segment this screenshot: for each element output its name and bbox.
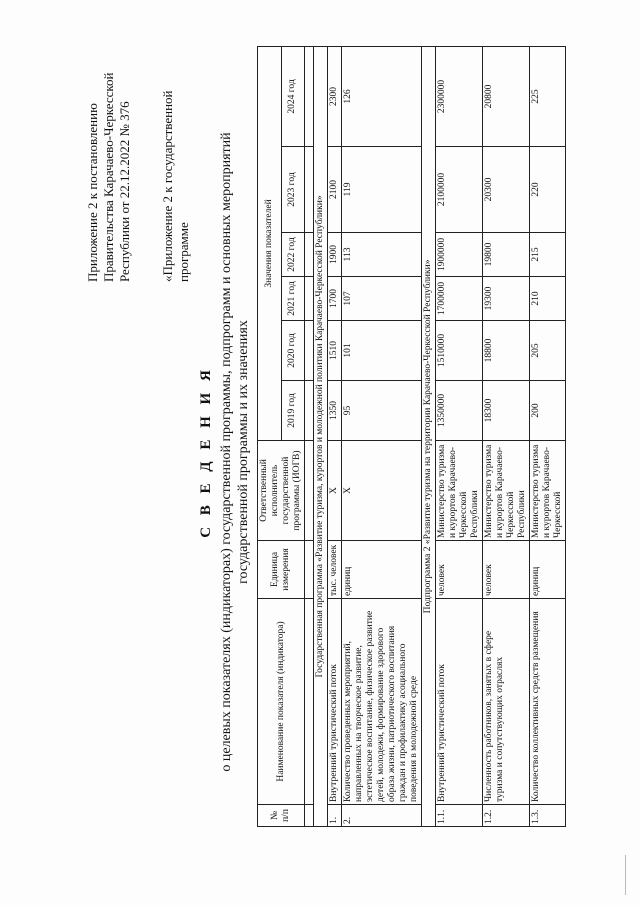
- header-year: 2024 год: [281, 46, 305, 146]
- cell-value: 20300: [483, 147, 530, 233]
- indicators-table: [257, 46, 566, 827]
- cell-unit: единиц: [342, 541, 422, 599]
- cell-value: 119: [342, 147, 422, 233]
- cell-exec: Министерство туризма и курортов Карачаево-Черкесской: [530, 441, 566, 541]
- section-row: [314, 46, 328, 826]
- cell-num: 1.: [328, 805, 342, 827]
- header-year: 2022 год: [281, 233, 305, 277]
- cell-value: 18800: [483, 321, 530, 381]
- header-exec: Ответственный исполнитель государственной программы (ИОГВ): [258, 441, 305, 541]
- header-year: 2021 год: [281, 277, 305, 321]
- cell-value: 19300: [483, 277, 530, 321]
- cell-value: 1700000: [436, 277, 483, 321]
- cell-unit: человек: [483, 541, 530, 599]
- cell-name: Количество коллективных средств размещения: [530, 599, 566, 805]
- cell-name: Внутренний туристический поток: [328, 599, 342, 805]
- cell-value: 215: [530, 233, 566, 277]
- appendix-header: [85, 37, 133, 282]
- table-row: [342, 46, 422, 826]
- cell-value: 1510: [328, 321, 342, 381]
- cell-value: 107: [342, 277, 422, 321]
- cell-name: Количество проведенных мероприятий, направленных на творческое развитие, эстетическое воспитание, физическое развитие детей, молодежи, формирование здорового образа жизни, патриотического воспитания граждан и профилактику асоциального поведения в молодежной среде: [342, 599, 422, 805]
- document-subtitle: о целевых показателях (индикаторах) государственной программы, подпрограмм и основных мероприятий государственной программы и их значениях: [219, 132, 251, 772]
- cell-value: 2300000: [436, 46, 483, 146]
- spacer-row: [305, 46, 314, 826]
- cell-exec: Министерство туризма и курортов Карачаево-Черкесской Республики: [436, 441, 483, 541]
- header-name: Наименование показателя (индикатора): [258, 599, 305, 805]
- cell-exec: Х: [342, 441, 422, 541]
- header-unit: Единица измерения: [258, 541, 305, 599]
- header-num: № п/п: [258, 805, 305, 827]
- cell-exec: Министерство туризма и курортов Карачаево-Черкесской Республики: [483, 441, 530, 541]
- header-year: 2020 год: [281, 321, 305, 381]
- section-row: [422, 46, 436, 826]
- cell-num: 1.3.: [530, 805, 566, 827]
- cell-value: 225: [530, 46, 566, 146]
- document-title: С В Е Д Е Н И Я: [198, 366, 214, 538]
- cell-value: 95: [342, 381, 422, 441]
- cell-value: 1700: [328, 277, 342, 321]
- cell-name: Внутренний туристический поток: [436, 599, 483, 805]
- table-row: [530, 46, 566, 826]
- table-row: [328, 46, 342, 826]
- appendix-subheader: [160, 37, 192, 282]
- header-year: 2019 год: [281, 381, 305, 441]
- cell-value: 113: [342, 233, 422, 277]
- appendix-subline: программе: [176, 222, 191, 282]
- cell-value: 18300: [483, 381, 530, 441]
- cell-unit: человек: [436, 541, 483, 599]
- appendix-line: Республики от 22.12.2022 № 376: [117, 101, 132, 282]
- scan-edge-mark: [625, 855, 626, 895]
- section-title: Подпрограмма 2 «Развитие туризма на территории Карачаево-Черкесской Республики»: [422, 46, 436, 826]
- cell-value: 1510000: [436, 321, 483, 381]
- cell-value: 200: [530, 381, 566, 441]
- cell-value: 2300: [328, 46, 342, 146]
- cell-value: 20800: [483, 46, 530, 146]
- appendix-line: Правительства Карачаево-Черкесской: [101, 72, 116, 282]
- cell-value: 126: [342, 46, 422, 146]
- table-row: [436, 46, 483, 826]
- cell-value: 2100: [328, 147, 342, 233]
- cell-value: 1900000: [436, 233, 483, 277]
- header-row: [258, 46, 282, 826]
- header-values-group: Значения показателей: [258, 46, 282, 440]
- cell-name: Численность работников, занятых в сфере туризма и сопутствующих отраслях: [483, 599, 530, 805]
- appendix-subline: «Приложение 2 к государственной: [160, 90, 175, 282]
- cell-value: 1350: [328, 381, 342, 441]
- cell-value: 1350000: [436, 381, 483, 441]
- cell-value: 101: [342, 321, 422, 381]
- cell-exec: Х: [328, 441, 342, 541]
- cell-value: 220: [530, 147, 566, 233]
- cell-num: 2.: [342, 805, 422, 827]
- header-year: 2023 год: [281, 147, 305, 233]
- cell-unit: единиц: [530, 541, 566, 599]
- cell-num: 1.2.: [483, 805, 530, 827]
- cell-value: 2100000: [436, 147, 483, 233]
- cell-num: 1.1.: [436, 805, 483, 827]
- document-page: [40, 37, 600, 867]
- cell-unit: тыс. человек: [328, 541, 342, 599]
- appendix-line: Приложение 2 к постановлению: [85, 103, 100, 282]
- cell-value: 19800: [483, 233, 530, 277]
- section-title: Государственная программа «Развитие туризма, курортов и молодежной политики Карачаево-Черкесской Республики»: [314, 46, 328, 826]
- cell-value: 1900: [328, 233, 342, 277]
- table-row: [483, 46, 530, 826]
- cell-value: 210: [530, 277, 566, 321]
- cell-value: 205: [530, 321, 566, 381]
